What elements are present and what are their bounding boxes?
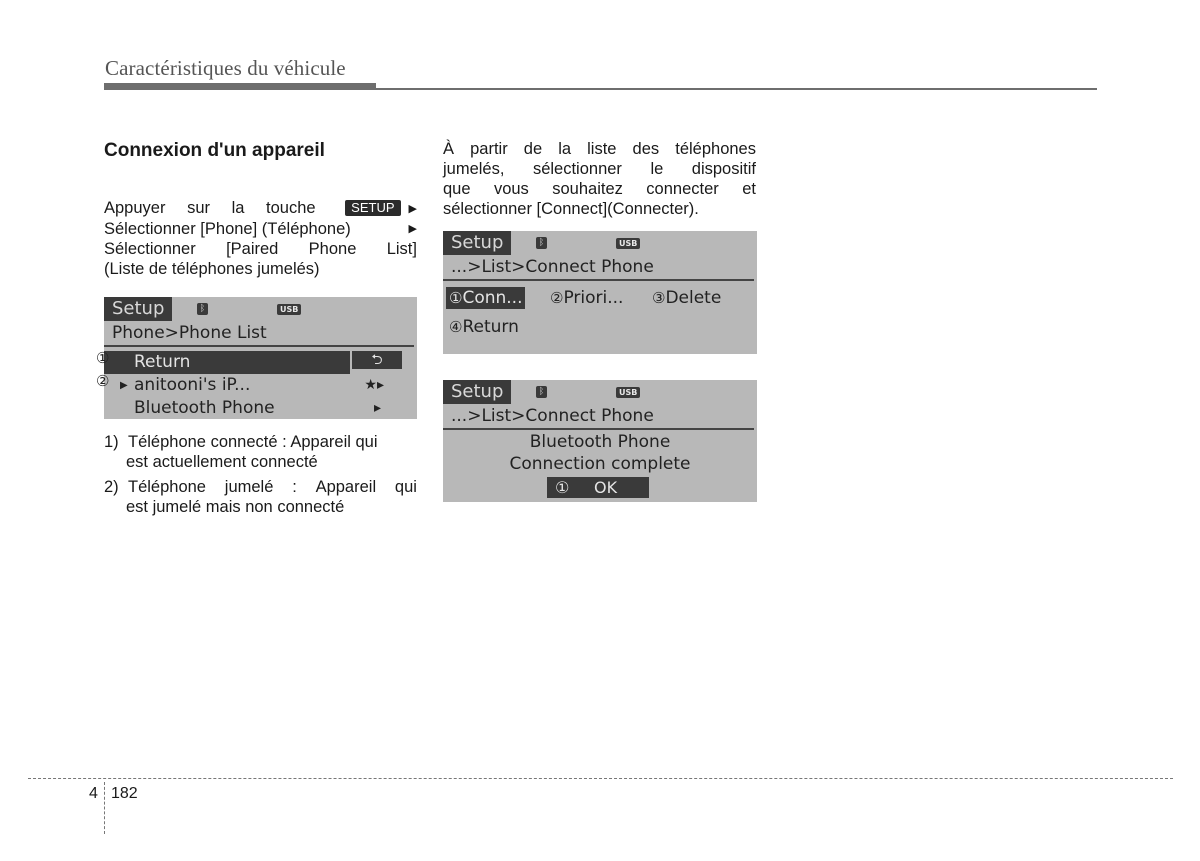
list-item-label: Bluetooth Phone <box>134 398 275 418</box>
setup-key-badge: SETUP <box>345 200 400 216</box>
list-item-paired-phone[interactable] <box>104 397 417 419</box>
word: et <box>742 180 756 198</box>
list-item-label: Return <box>134 352 191 372</box>
word: la <box>231 199 245 217</box>
ok-label: OK <box>594 478 618 497</box>
usb-icon: USB <box>616 238 640 249</box>
page-header-title: Caractéristiques du véhicule <box>105 56 346 80</box>
word: À <box>443 140 455 158</box>
header-rule-thick <box>104 83 376 90</box>
option-connect[interactable] <box>446 287 525 309</box>
option-return[interactable] <box>449 316 519 338</box>
option-label: Priori... <box>563 288 624 308</box>
screen-breadcrumb: ...>List>Connect Phone <box>443 255 754 281</box>
word: que <box>443 180 471 198</box>
note-body <box>126 477 417 517</box>
instruction-line-3 <box>443 179 756 199</box>
word: Appareil <box>315 478 377 496</box>
word: qui <box>394 478 417 496</box>
word: touche <box>266 199 316 217</box>
note-body <box>126 432 417 472</box>
word: des <box>632 140 660 158</box>
option-number: ① <box>449 289 463 307</box>
word: la <box>558 140 572 158</box>
notes-list <box>104 432 417 522</box>
usb-icon: USB <box>616 387 640 398</box>
note-line: est actuellement connecté <box>126 453 318 471</box>
screen-breadcrumb: Phone>Phone List <box>104 321 414 347</box>
instruction-text: Sélectionner [Phone] (Téléphone) <box>104 220 351 238</box>
list-item-connected-phone[interactable] <box>104 374 417 397</box>
word: vous <box>493 180 529 198</box>
option-label: Delete <box>665 288 722 308</box>
word: téléphones <box>675 140 756 158</box>
callout-2: ② <box>96 373 110 390</box>
list-item-return[interactable] <box>104 351 350 374</box>
word: sur <box>187 199 210 217</box>
instruction-line-4: (Liste de téléphones jumelés) <box>104 260 320 278</box>
note-number: 2) <box>104 478 119 496</box>
option-number: ④ <box>449 318 463 336</box>
caret-right-icon: ▶ <box>120 380 128 391</box>
note-number: 1) <box>104 433 119 451</box>
word: [Paired <box>226 240 279 258</box>
word: le <box>650 160 664 178</box>
arrow-right-icon: ▶ <box>408 203 417 215</box>
word: connecter <box>646 180 719 198</box>
option-number: ③ <box>652 289 666 307</box>
star-icon: ★▸ <box>364 377 384 393</box>
option-number: ② <box>550 289 564 307</box>
instruction-line-1 <box>443 139 756 159</box>
screen-status-bar <box>443 231 757 255</box>
word: souhaitez <box>552 180 623 198</box>
bluetooth-icon: ᛒ <box>536 386 547 398</box>
option-delete[interactable] <box>652 287 721 309</box>
left-instructions <box>104 198 417 279</box>
setup-key-group <box>337 198 417 219</box>
word: List] <box>386 240 417 258</box>
screen-connection-complete <box>443 380 757 502</box>
caret-right-icon: ▸ <box>373 400 381 416</box>
option-label: Conn... <box>462 288 523 308</box>
instruction-line-2 <box>104 219 417 239</box>
bluetooth-icon: ᛒ <box>536 237 547 249</box>
return-icon[interactable]: ⮌ <box>352 351 402 369</box>
word: Sélectionner <box>104 240 196 258</box>
instruction-line-4: sélectionner [Connect](Connecter). <box>443 200 699 218</box>
word: Phone <box>308 240 357 258</box>
word: : <box>292 478 297 496</box>
options-row <box>443 314 757 347</box>
word: de <box>523 140 543 158</box>
footer-rule <box>28 778 1173 779</box>
instruction-line-2 <box>443 159 756 179</box>
section-title: Connexion d'un appareil <box>104 140 325 161</box>
option-label: Return <box>462 317 519 337</box>
message-line-1: Bluetooth Phone <box>529 432 671 452</box>
right-instructions <box>443 139 756 219</box>
note-line <box>126 477 417 497</box>
screen-connect-options <box>443 231 757 354</box>
page-number: 182 <box>111 785 138 802</box>
bluetooth-icon: ᛒ <box>197 303 208 315</box>
list-item-label: anitooni's iP... <box>134 375 251 395</box>
word: dispositif <box>691 160 756 178</box>
note-item <box>104 477 417 517</box>
option-priority[interactable] <box>550 287 623 309</box>
note-line: Téléphone connecté : Appareil qui <box>128 433 378 451</box>
word: liste <box>587 140 617 158</box>
word: sélectionner <box>532 160 622 178</box>
options-row <box>443 281 757 314</box>
screen-status-bar <box>104 297 417 321</box>
message-line-2: Connection complete <box>509 454 691 474</box>
word: jumelé <box>224 478 274 496</box>
callout-1: ① <box>96 350 110 367</box>
note-item <box>104 432 417 472</box>
screen-status-bar <box>443 380 757 404</box>
screen-title: Setup <box>443 380 511 404</box>
chapter-number: 4 <box>89 785 98 802</box>
option-number: ① <box>555 478 570 497</box>
screen-breadcrumb: ...>List>Connect Phone <box>443 404 754 430</box>
footer-divider <box>104 782 105 834</box>
header-rule-thin <box>376 88 1097 90</box>
screen-title: Setup <box>104 297 172 321</box>
arrow-right-icon: ▶ <box>408 223 417 235</box>
word: Appuyer <box>104 199 166 217</box>
ok-button[interactable] <box>547 477 649 498</box>
usb-icon: USB <box>277 304 301 315</box>
word: jumelés, <box>443 160 505 178</box>
screen-title: Setup <box>443 231 511 255</box>
word: partir <box>470 140 508 158</box>
screen-phone-list <box>104 297 417 419</box>
instruction-line-3 <box>104 239 417 259</box>
note-line: est jumelé mais non connecté <box>126 498 345 516</box>
word: Téléphone <box>128 478 206 496</box>
instruction-line-1 <box>104 198 417 219</box>
